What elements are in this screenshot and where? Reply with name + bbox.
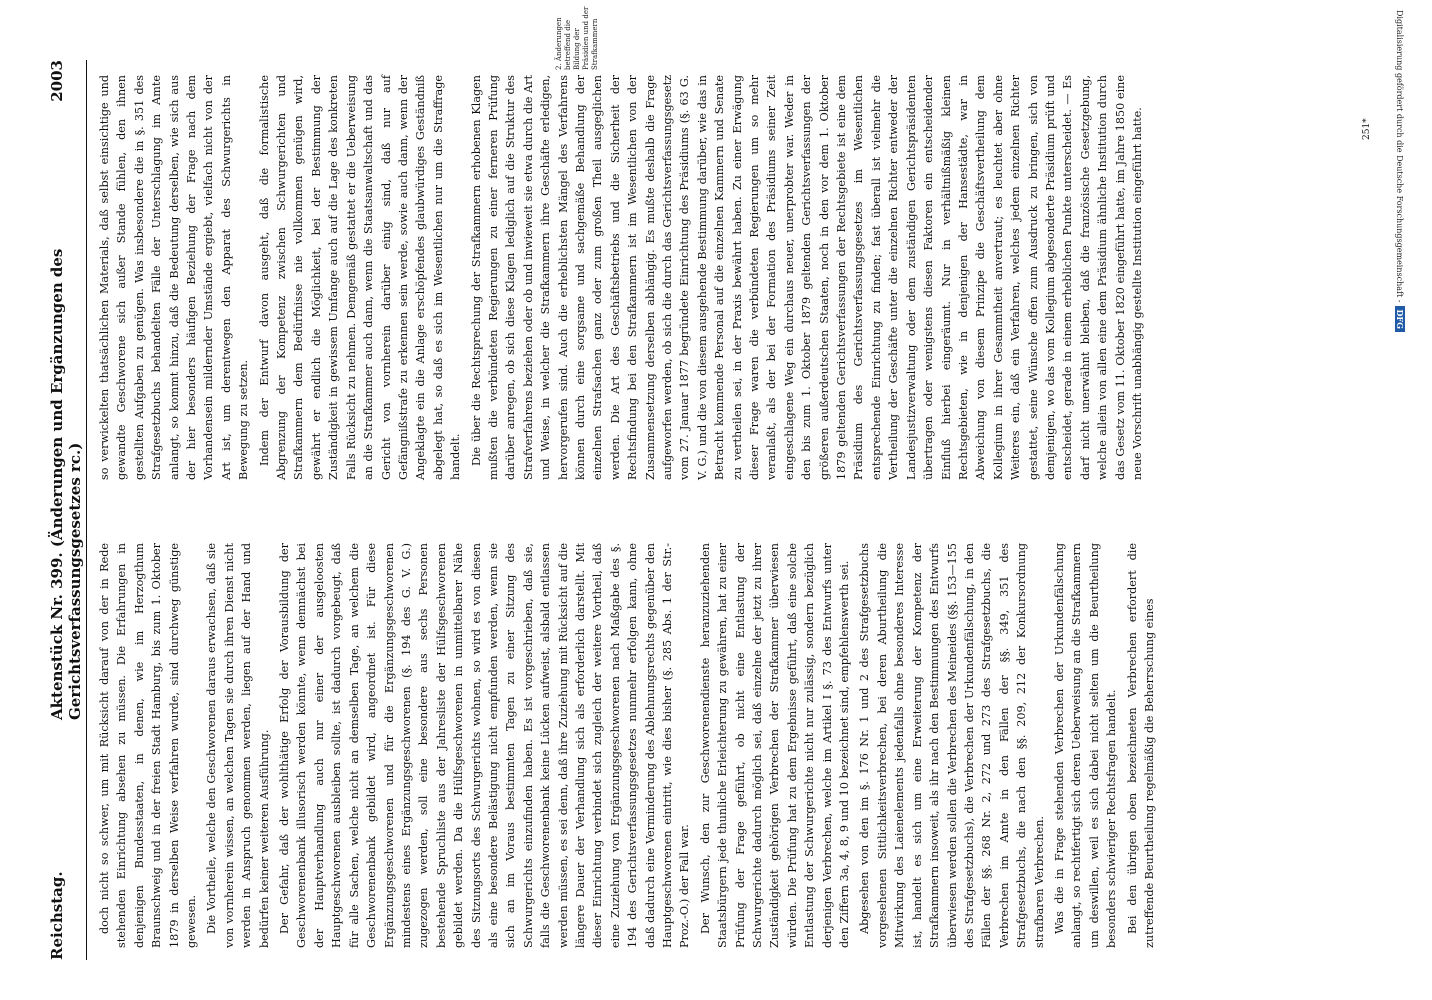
paragraph: Was die in Frage stehenden Verbrechen der Urkundenfälschung anlangt, so rechtfertigt sich deren Ueberweisung an die Strafkammern um deswillen, weil es sich dabei nicht selten um die Beurtheilung besonders schwieriger Rechtsfragen handelt. (1052, 543, 1119, 948)
paragraph: Der Wunsch, den zur Geschworenendienste heranzuziehenden Staatsbürgern jede thunliche Erleichterung zu gewähren, hat zu einer Prüfung der Frage geführt, ob nicht eine Entlastung der Schwurgerichte dadurch möglich sei, daß einzelne der jetzt zu ihrer Zuständigkeit gehörigen Verbrechen der Strafkammer überwiesen würden. Die Prüfung hat zu dem Ergebnisse geführt, daß eine solche Entlastung der Schwurgerichte nicht nur zulässig, sondern bezüglich derjenigen Verbrechen, welche im Artikel I §. 73 des Entwurfs unter den Ziffern 3a, 4, 8, 9 und 10 bezeichnet sind, empfehlenswerth sei. (698, 543, 852, 948)
right-column (96, 75, 1149, 480)
paragraph: Die über die Rechtsprechung der Strafkammern erhobenen Klagen mußten die verbündeten Regierungen zu einer ferneren Prüfung darüber anregen, ob sich diese Klagen lediglich auf die Struktur des Strafverfahrens beziehen oder ob und inwieweit sie etwa durch die Art und Weise, in welcher die Strafkammern ihre Geschäfte erledigen, hervorgerufen sind. Auch die erheblichsten Mängel des Verfahrens können durch eine sorgsame und sachgemäße Behandlung der einzelnen Strafsachen ganz oder zum großen Theil ausgeglichen werden. Die Art des Geschäftsbetriebs und die Sicherheit der Rechtsfindung bei den Strafkammern ist im Wesentlichen von der Zusammensetzung derselben abhängig. Es mußte deshalb die Frage aufgeworfen werden, ob sich die durch das Gerichtsverfassungsgesetz vom 27. Januar 1877 begründete Einrichtung des Präsidiums (§. 63 G. V. G.) und die von diesem ausgehende Bestimmung darüber, wie das in Betracht kommende Personal auf die einzelnen Kammern und Senate zu vertheilen sei, in der Praxis bewährt haben. Zu einer Erwägung dieser Frage waren die verbündeten Regierungen um so mehr veranlaßt, als der bei der Formation des Präsidiums seiner Zeit eingeschlagene Weg ein durchaus neuer, unerprobter war. Weder in den bis zum 1. Oktober 1879 geltenden Gerichtsverfassungen der größeren außerdeutschen Staaten, noch in den vor dem 1. Oktober 1879 geltenden Gerichtsverfassungen der Rechtsgebiete ist eine dem Präsidium des Gerichtsverfassungsgesetzes im Wesentlichen entsprechende Einrichtung zu finden; fast überall ist vielmehr die Vertheilung der Geschäfte unter die einzelnen Richter entweder der Landesjustizverwaltung oder dem zuständigen Gerichtspräsidenten übertragen oder wenigstens diesen Faktoren ein entscheidender Einfluß hierbei eingeräumt. Nur in verhältnißmäßig kleinen Rechtsgebieten, wie in denjenigen der Hansestädte, war in Abweichung von diesem Prinzipe die Geschäftsvertheilung dem Kollegium in ihrer Gesammtheit anvertraut; es leuchtet aber ohne Weiteres ein, daß ein Verfahren, welches jedem einzelnen Richter gestattet, seine Wünsche offen zum Ausdruck zu bringen, sich von demjenigen, wo das vom Kollegium abgesonderte Präsidium prüft und entscheidet, gerade in einem erheblichen Punkte unterscheidet. — Es darf nicht unerwähnt bleiben, daß die französische Gesetzgebung, welche allein von allen eine dem Präsidium ähnliche Institution durch das Gesetz vom 11. Oktober 1820 eingeführt hatte, im Jahre 1850 eine neue Vorschrift unabhängig gestellte Institution eingeführt hatte. (469, 75, 1144, 480)
dfg-logo: DFG (1395, 306, 1405, 331)
paragraph: Die Vortheile, welche den Geschworenen daraus erwachsen, daß sie von vornherein wissen, an welchen Tagen sie durch ihren Dienst nicht werden in Anspruch genommen werden, liegen auf der Hand und bedürfen keiner weiteren Ausführung. (205, 543, 271, 948)
header-rule (86, 60, 87, 960)
paragraph: Abgesehen von den im §. 176 Nr. 1 und 2 des Strafgesetzbuchs vorgesehenen Sittlichkeitsverbrechen, bei deren Aburtheilung die Mitwirkung des Laienelements jedenfalls ohne besonderes Interesse ist, handelt es sich um eine Erweiterung der Kompetenz der Strafkammern insoweit, als ihr nach den Bestimmungen des Entwurfs überwiesen werden sollen die Verbrechen des Meineides (§§. 153—155 des Strafgesetzbuchs), die Verbrechen der Urkundenfälschung, in den Fällen der §§. 268 Nr. 2, 272 und 273 des Strafgesetzbuchs, die Verbrechen im Amte in den Fällen der §§. 349, 351 des Strafgesetzbuchs, die nach den §§. 209, 212 der Konkursordnung strafbaren Verbrechen. (858, 543, 1046, 948)
digitization-notice (1395, 10, 1405, 332)
digitization-text: Digitalisierung gefördert durch die Deutsche Forschungsgemeinschaft - (1395, 10, 1404, 303)
page-mark: 251* (1362, 118, 1372, 140)
paragraph: Indem der Entwurf davon ausgeht, daß die formalistische Abgrenzung der Kompetenz zwischen Schwurgerichten und Strafkammern dem Bedürfnisse nie vollkommen genügen wird, gewährt er endlich die Möglichkeit, bei der Bestimmung der Zuständigkeit in gewissem Umfange auch auf die Lage des konkreten Falls Rücksicht zu nehmen. Demgemäß gestattet er die Ueberweisung an die Strafkammer auch dann, wenn die Staatsanwaltschaft und das Gericht von vornherein darüber einig sind, daß nur auf Gefängnißstrafe zu erkennen sein werde, sowie auch dann, wenn der Angeklagte ein die Anlage erschöpfendes glaubwürdiges Geständniß abgelegt hat, so daß es sich im Wesentlichen nur um die Straffrage handelt. (257, 75, 463, 480)
left-column (96, 543, 1161, 948)
page-number: 2003 (48, 60, 66, 102)
margin-note: 2. Änderungen betreffend die Bildung der Präsidien und der Strafkammern (555, 6, 599, 70)
header-left: Reichstag. (48, 871, 66, 960)
page-header (48, 60, 84, 960)
paragraph: so verwickelten thatsächlichen Materials, daß selbst einsichtige und gewandte Geschworene sich außer Stande fühlen, den ihnen gestellten Aufgaben zu genügen. Was insbesondere die in §. 351 des Strafgesetzbuchs behandelten Fälle der Unterschlagung im Amte anlangt, so kommt hinzu, daß die Bedeutung derselben, wie sich aus der hier besonders häufigen Beziehung der Frage nach dem Vorhandensein mildernder Umstände ergiebt, vielfach nicht von der Art ist, um derentwegen den Apparat des Schwurgerichts in Bewegung zu setzen. (98, 75, 251, 480)
paragraph: doch nicht so schwer, um mit Rücksicht darauf von der in Rede stehenden Einrichtung absehen zu müssen. Die Erfahrungen in denjenigen Bundesstaaten, in denen, wie im Herzogthum Braunschweig und in der freien Stadt Hamburg, bis zum 1. Oktober 1879 in derselben Weise verfahren wurde, sind durchweg günstige gewesen. (98, 543, 199, 948)
paragraph: Bei den übrigen oben bezeichneten Verbrechen erfordert die zutreffende Beurtheilung regelmäßig die Beherrschung eines (1125, 543, 1156, 948)
header-title: Aktenstück Nr. 399. (Änderungen und Ergänzungen des Gerichtsverfassungsgesetzes rc.) (48, 248, 84, 720)
paragraph: Der Gefahr, daß der wohlthätige Erfolg der Vorausbildung der Geschworenenbank illusorisch werden könnte, wenn demnächst bei der Hauptverhandlung auch nur einer der ausgeloosten Hauptgeschworenen ausbleiben sollte, ist dadurch vorgebeugt, daß für alle Sachen, welche nicht an demselben Tage, an welchem die Geschworenenbank gebildet wird, angeordnet ist. Für diese Ergänzungsgeschworenen und für die Ergänzungsgeschworenen mindestens eines Ergänzungsgeschworenen (§. 194 des G. V. G.) zugezogen werden, soll eine besondere aus sechs Personen bestehende Spruchliste aus der Jahresliste der Hülfsgeschworenen gebildet werden. Da die Hülfsgeschworenen in unmittelbarer Nähe des Sitzungsorts des Schwurgerichts wohnen, so wird es von diesen als eine besondere Belästigung nicht empfunden werden, wenn sie sich an im Voraus bestimmten Tagen zu einer Sitzung des Schwurgerichts einzufinden haben. Es ist vorgeschrieben, daß sie, falls die Geschworenenbank keine Lücken aufweist, alsbald entlassen werden müssen, es sei denn, daß ihre Zuziehung mit Rücksicht auf die längere Dauer der Verhandlung sich als erforderlich darstellt. Mit dieser Einrichtung verbindet sich zugleich der weitere Vortheil, daß eine Zuziehung von Ergänzungsgeschworenen nach Maßgabe des §. 194 des Gerichtsverfassungsgesetzes nunmehr erfolgen kann, ohne daß dadurch eine Verminderung des Ablehnungsrechts gegenüber den Hauptgeschworenen eintritt, wie dies bisher (§. 285 Abs. 1 der Str.-Proz.-O.) der Fall war. (278, 543, 692, 948)
